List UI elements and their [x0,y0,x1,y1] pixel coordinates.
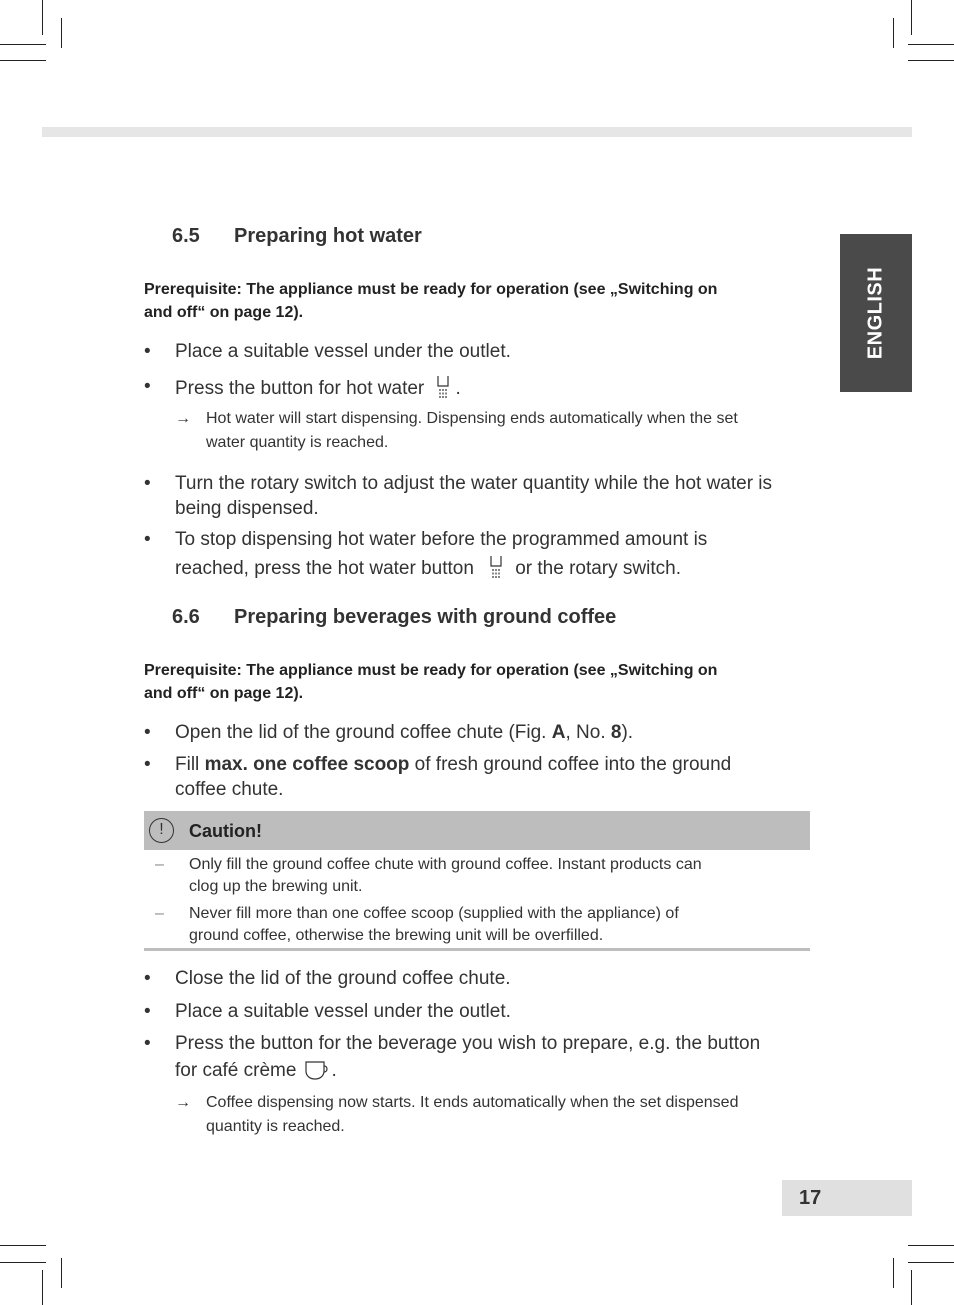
section-title: Preparing beverages with ground coffee [234,606,617,628]
crop-mark [911,0,912,35]
header-rule [42,127,912,137]
list-item [144,999,814,1024]
caution-line: clog up the brewing unit. [189,878,363,895]
bullet-marker: • [144,473,151,494]
section-heading-6-6 [172,606,616,629]
language-tab-label: ENGLISH [864,266,887,360]
result-note [175,1091,815,1139]
crop-mark [61,18,62,48]
section-heading-6-5 [172,225,422,248]
caution-banner [144,811,810,850]
bullet-marker: • [144,754,151,775]
list-item-line: Press the button for the beverage you wish to prepare, e.g. the button [175,1033,761,1054]
list-item-line: coffee chute. [175,779,284,800]
caution-title: Caution! [189,821,262,841]
bullet-marker: • [144,529,151,550]
crop-mark [0,1245,46,1246]
list-item [144,471,814,521]
crop-mark [893,1258,894,1288]
list-item-text-part: Fill [175,754,205,775]
list-item-text [175,374,814,401]
list-item-text: Place a suitable vessel under the outlet. [175,1001,511,1022]
arrow-icon: → [175,1094,191,1111]
crop-mark [0,60,46,61]
crop-mark [908,44,954,45]
prerequisite-line: and off“ on page 12). [144,304,304,321]
list-item-line [175,554,814,581]
list-item [144,374,814,401]
list-item-text-part: . [331,1060,337,1081]
hot-water-icon [489,554,503,580]
list-item-text [175,720,814,745]
page-number-box [782,1180,912,1216]
list-item-line: To stop dispensing hot water before the programmed amount is [175,529,708,550]
bullet-marker: • [144,1033,151,1054]
result-text [206,407,815,455]
caution-bottom-rule [144,948,810,951]
list-item-line: Turn the rotary switch to adjust the water quantity while the hot water is [175,473,773,494]
crop-mark [908,1262,954,1263]
result-line: quantity is reached. [206,1118,345,1135]
bullet-marker: • [144,1001,151,1022]
caution-item-text [189,854,795,898]
list-item-text-part: Open the lid of the ground coffee chute (Fig. [175,722,552,743]
bullet-marker: • [144,722,151,743]
caution-line: Only fill the ground coffee chute with ground coffee. Instant products can [189,856,702,873]
list-item-text-part: , No. [565,722,611,743]
prerequisite-note [144,659,814,705]
coffee-cup-icon [304,1059,330,1081]
prerequisite-line: and off“ on page 12). [144,685,304,702]
language-tab [840,234,912,392]
list-item-text-part: ). [621,722,634,743]
list-item-text-part: . [455,378,461,399]
list-item-text-part: of fresh ground coffee into the ground [409,754,732,775]
crop-mark [0,1262,46,1263]
exclamation-icon: ! [149,818,174,843]
crop-mark [908,60,954,61]
list-item [144,752,814,802]
crop-mark [42,1270,43,1305]
list-item [144,720,814,745]
caution-line: ground coffee, otherwise the brewing unit will be overfilled. [189,927,604,944]
dash-marker: – [155,856,164,873]
result-line: Coffee dispensing now starts. It ends automatically when the set dispensed [206,1094,739,1111]
list-item [144,527,814,581]
emphasis: max. one coffee scoop [204,754,410,775]
list-item-line [175,1058,814,1083]
list-item-text-part: reached, press the hot water button [175,558,474,579]
prerequisite-note [144,278,814,324]
list-item-text [175,752,814,802]
crop-mark [42,0,43,35]
list-item-text [175,1031,814,1083]
caution-item [155,903,795,947]
bullet-marker: • [144,341,151,362]
caution-item-text [189,903,795,947]
prerequisite-line: Prerequisite: The appliance must be ready for operation (see „Switching on [144,281,718,298]
section-title: Preparing hot water [234,225,422,247]
item-number-ref: 8 [610,722,622,743]
arrow-icon: → [175,410,191,427]
section-number: 6.6 [172,606,200,628]
caution-line: Never fill more than one coffee scoop (supplied with the appliance) of [189,905,679,922]
list-item [144,1031,814,1083]
crop-mark [911,1270,912,1305]
section-number: 6.5 [172,225,200,247]
result-text [206,1091,815,1139]
list-item-text-part: Press the button for hot water [175,378,425,399]
list-item [144,339,814,364]
prerequisite-line: Prerequisite: The appliance must be ready for operation (see „Switching on [144,662,718,679]
list-item-text [175,471,814,521]
list-item-line: being dispensed. [175,498,319,519]
list-item [144,966,814,991]
crop-mark [908,1245,954,1246]
crop-mark [61,1258,62,1288]
list-item-text: Place a suitable vessel under the outlet. [175,341,511,362]
list-item-text [175,527,814,581]
list-item-line [175,752,814,777]
hot-water-icon [436,374,450,400]
result-note [175,407,815,455]
crop-mark [0,44,46,45]
caution-item [155,854,795,898]
list-item-text-part: for café crème [175,1060,297,1081]
result-line: Hot water will start dispensing. Dispensing ends automatically when the set [206,410,738,427]
page-number: 17 [799,1187,822,1209]
list-item-text-part: or the rotary switch. [515,558,681,579]
list-item-text: Close the lid of the ground coffee chute. [175,968,511,989]
bullet-marker: • [144,376,151,397]
result-line: water quantity is reached. [206,434,389,451]
bullet-marker: • [144,968,151,989]
figure-ref: A [551,722,566,743]
dash-marker: – [155,905,164,922]
crop-mark [893,18,894,48]
